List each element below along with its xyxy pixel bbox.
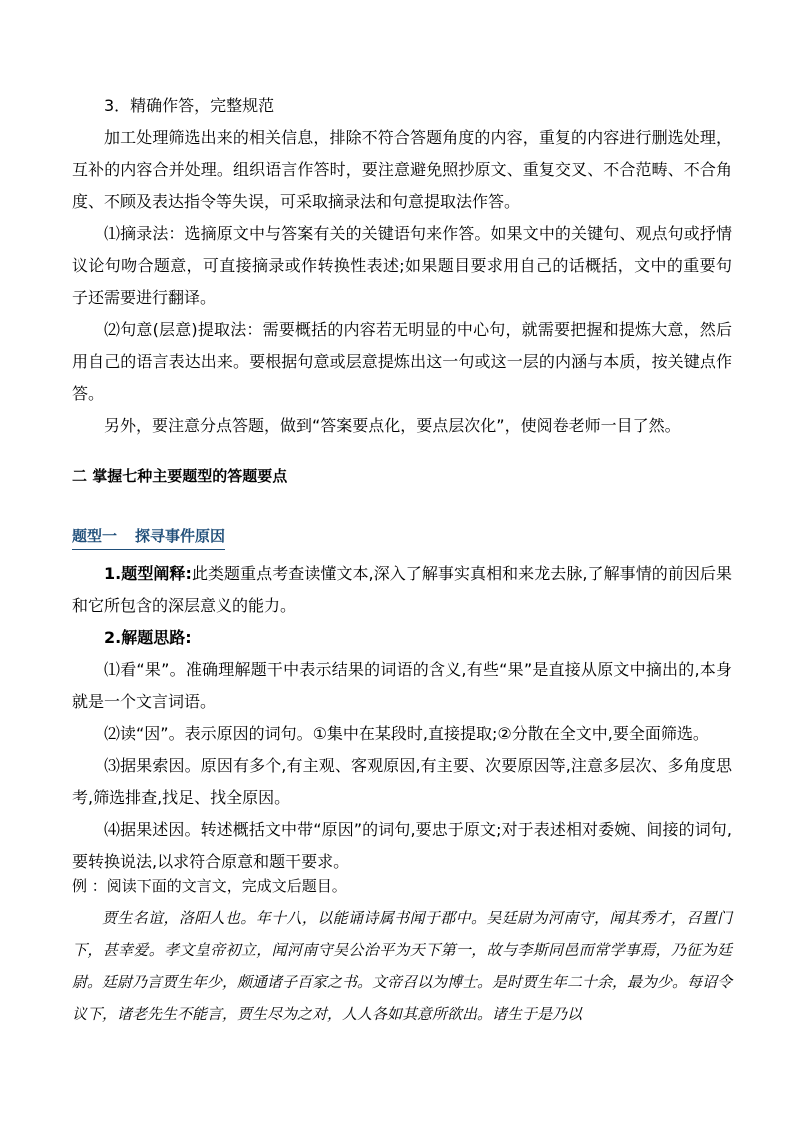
example-classical-text: 贾生名谊，洛阳人也。年十八，以能诵诗属书闻于郡中。吴廷尉为河南守，闻其秀才，召置门下，甚幸爱。孝文皇帝初立，闻河南守吴公治平为天下第一，故与李斯同邑而常学事焉，乃征为廷尉。廷尉乃言贾生年少，颇通诸子百家之书。文帝召以为博士。是时贾生年二十余，最为少。每诏令议下，诸老先生不能言，贾生尽为之对，人人各如其意所欲出。诸生于是乃以	[72, 909, 733, 1023]
section-3-paragraph-4: 另外，要注意分点答题，做到“答案要点化，要点层次化”，使阅卷老师一目了然。	[104, 416, 681, 435]
type-1-heading	[72, 524, 225, 550]
part-2-block	[72, 464, 732, 488]
type-1-explain-label: 1.题型阐释:	[104, 564, 192, 583]
section-3-paragraph-3: ⑵句意(层意)提取法：需要概括的内容若无明显的中心句，就需要把握和提炼大意，然后用自己的语言表达出来。要根据句意或层意提炼出这一句或这一层的内涵与本质，按关键点作答。	[72, 320, 732, 403]
section-3-paragraph-2: ⑴摘录法：选摘原文中与答案有关的关键语句来作答。如果文中的关键句、观点句或抒情议论句吻合题意，可直接摘录或作转换性表述;如果题目要求用自己的话概括，文中的重要句子还需要进行翻译。	[72, 224, 732, 307]
type-1-body	[72, 558, 732, 878]
type-1-step-1: ⑴看“果”。准确理解题干中表示结果的词语的含义,有些“果”是直接从原文中摘出的,本身就是一个文言词语。	[72, 660, 732, 711]
type-1-step-3: ⑶据果索因。原因有多个,有主观、客观原因,有主要、次要原因等,注意多层次、多角度思考,筛选排查,找足、找全原因。	[72, 756, 732, 807]
section-3-heading: 3．精确作答，完整规范	[104, 96, 275, 115]
section-3	[72, 90, 732, 442]
type-1-approach-label: 2.解题思路:	[104, 628, 192, 647]
part-2-heading: 二 掌握七种主要题型的答题要点	[72, 467, 288, 485]
example-intro: 例 ：阅读下面的文言文，完成文后题目。	[72, 877, 347, 895]
type-1-heading-title: 探寻事件原因	[135, 527, 226, 545]
type-1-heading-block	[72, 524, 732, 550]
example-block	[72, 874, 732, 1030]
type-1-step-2: ⑵读“因”。表示原因的词句。①集中在某段时,直接提取;②分散在全文中,要全面筛选。	[104, 724, 709, 743]
type-1-heading-number: 题型一	[72, 527, 118, 545]
type-1-explain-text: 此类题重点考查读懂文本,深入了解事实真相和来龙去脉,了解事情的前因后果和它所包含的深层意义的能力。	[72, 564, 732, 615]
type-1-step-4: ⑷据果述因。转述概括文中带“原因”的词句,要忠于原文;对于表述相对委婉、间接的词句,要转换说法,以求符合原意和题干要求。	[72, 820, 732, 871]
type-1-explain	[72, 558, 732, 622]
section-3-paragraph-1: 加工处理筛选出来的相关信息，排除不符合答题角度的内容，重复的内容进行删选处理，互补的内容合并处理。组织语言作答时，要注意避免照抄原文、重复交叉、不合范畴、不合角度、不顾及表达指令等失误，可采取摘录法和句意提取法作答。	[72, 128, 732, 211]
